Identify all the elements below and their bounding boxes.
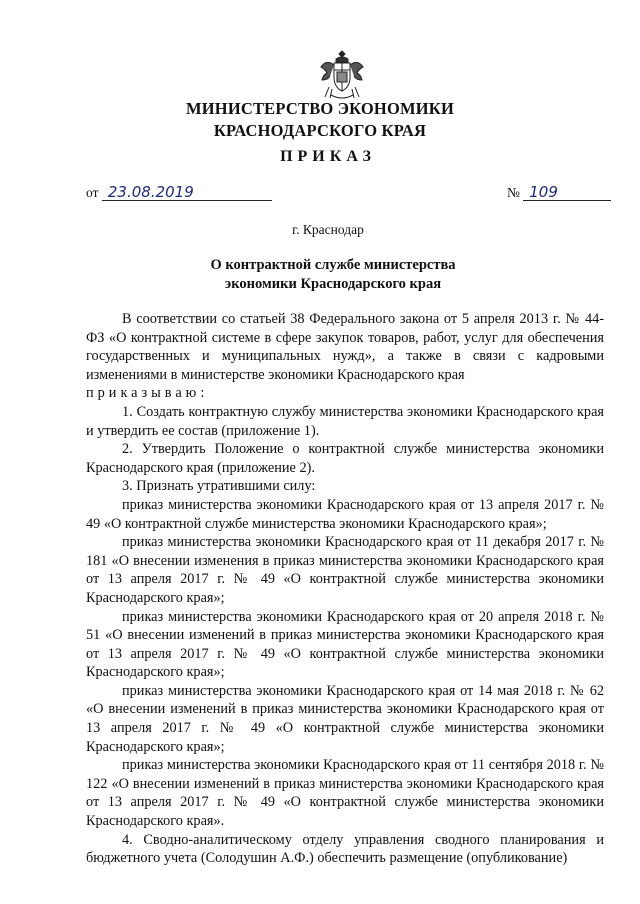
coat-of-arms-icon — [319, 47, 365, 101]
item-1: 1. Создать контрактную службу министерства экономики Краснодарского края и утвердить ее состав (приложение 1). — [86, 403, 604, 439]
item-3: 3. Признать утратившими силу: — [122, 478, 316, 495]
date-value: 23.08.2019 — [102, 184, 272, 201]
revoked-order-4: приказ министерства экономики Краснодарского края от 14 мая 2018 г. № 62 «О внесении изменений в приказ министерства экономики Краснодарского края от 13 апреля 2017 г. № 49 «О контрактной службе министерства экономики Краснодарского края»; — [86, 682, 604, 755]
ministry-title — [0, 98, 640, 142]
ministry-line-1: МИНИСТЕРСТВО ЭКОНОМИКИ — [185, 99, 455, 118]
ministry-line-2: КРАСНОДАРСКОГО КРАЯ — [213, 121, 427, 140]
city: г. Краснодар — [292, 222, 364, 237]
document-body — [86, 310, 604, 868]
number-label: № — [507, 185, 520, 200]
subject-line-2: экономики Краснодарского края — [224, 276, 442, 292]
subject-line-1: О контрактной службе министерства — [210, 257, 456, 273]
item-2: 2. Утвердить Положение о контрактной службе министерства экономики Краснодарского края (приложение 2). — [86, 441, 604, 476]
number-row — [507, 184, 611, 201]
order-word: приказываю: — [86, 385, 209, 402]
revoked-order-5: приказ министерства экономики Краснодарского края от 11 сентября 2018 г. № 122 «О внесении изменений в приказ министерства экономики Краснодарского края от 13 апреля 2017 г. № 49 «О контрактной службе министерства экономики Краснодарского края». — [86, 757, 604, 830]
item-4: 4. Сводно-аналитическому отделу управления сводного планирования и бюджетного учета (Солодушин А.Ф.) обеспечить размещение (опубликование) — [86, 831, 604, 867]
revoked-order-2: приказ министерства экономики Краснодарского края от 11 декабря 2017 г. № 181 «О внесении изменения в приказ министерства экономики Краснодарского края от 13 апреля 2017 г. № 49 «О контрактной службе министерства экономики Краснодарского края»; — [86, 534, 604, 606]
revoked-order-1: приказ министерства экономики Краснодарского края от 13 апреля 2017 г. № 49 «О контрактной службе министерства экономики Краснодарского края»; — [86, 496, 604, 532]
document-subject — [0, 256, 640, 294]
number-value: 109 — [523, 184, 611, 201]
preamble-paragraph: В соответствии со статьей 38 Федерального закона от 5 апреля 2013 г. № 44-ФЗ «О контрактной системе в сфере закупок товаров, работ, услуг для обеспечения государственных и муниципальных нужд», а также в связи с кадровыми изменениями в министерстве экономики Краснодарского края — [86, 311, 604, 383]
document-type: ПРИКАЗ — [280, 148, 376, 165]
date-label: от — [86, 185, 99, 200]
date-row — [86, 184, 272, 201]
revoked-order-3: приказ министерства экономики Краснодарского края от 20 апреля 2018 г. № 51 «О внесении изменений в приказ министерства экономики Краснодарского края от 13 апреля 2017 г. № 49 «О контрактной службе министерства экономики Краснодарского края»; — [86, 608, 604, 681]
